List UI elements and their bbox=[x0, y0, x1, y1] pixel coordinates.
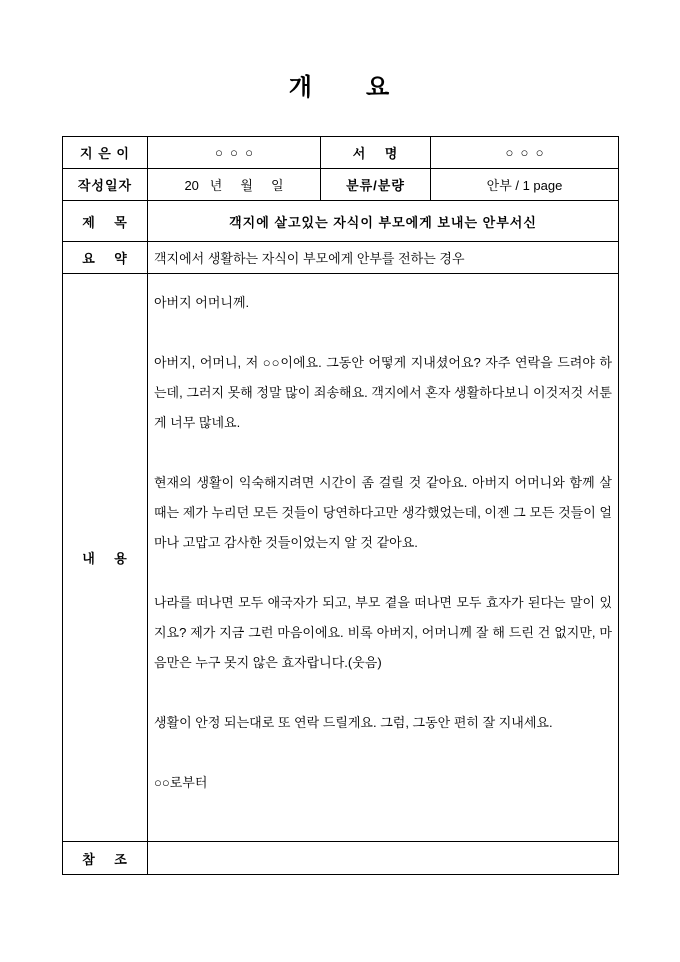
content-paragraph: 생활이 안정 되는대로 또 연락 드릴게요. 그럼, 그동안 편히 잘 지내세요. bbox=[154, 714, 553, 730]
subject-value: 객지에 살고있는 자식이 부모에게 보내는 안부서신 bbox=[148, 201, 619, 242]
content-body bbox=[148, 274, 619, 842]
content-paragraph: 현재의 생활이 익숙해지려면 시간이 좀 걸릴 것 같아요. 아버지 어머니와 함께 살 때는 제가 누리던 모든 것들이 당연하다고만 생각했었는데, 이젠 그 모든 것들이 얼마나 고맙고 감사한 것들이었는지 알 것 같아요. bbox=[154, 474, 612, 550]
table-row-date bbox=[63, 169, 619, 201]
category-label: 분류/분량 bbox=[321, 169, 431, 201]
table-row-author bbox=[63, 137, 619, 169]
content-paragraph: 아버지, 어머니, 저 ○○이에요. 그동안 어떻게 지내셨어요? 자주 연락을 드려야 하는데, 그러지 못해 정말 많이 죄송해요. 객지에서 혼자 생활하다보니 이것저것 서툰 게 너무 많네요. bbox=[154, 354, 612, 430]
table-row-subject bbox=[63, 201, 619, 242]
content-paragraph: 나라를 떠나면 모두 애국자가 되고, 부모 곁을 떠나면 모두 효자가 된다는 말이 있지요? 제가 지금 그런 마음이에요. 비록 아버지, 어머니께 잘 해 드린 건 없지만, 마음만은 누구 못지 않은 효자랍니다.(웃음) bbox=[154, 594, 612, 670]
author-label: 지 은 이 bbox=[63, 137, 148, 169]
reference-value bbox=[148, 842, 619, 875]
content-label: 내 용 bbox=[63, 274, 148, 842]
summary-label: 요 약 bbox=[63, 242, 148, 274]
table-row-content bbox=[63, 274, 619, 842]
author-value: ○ ○ ○ bbox=[148, 137, 321, 169]
overview-table bbox=[62, 136, 619, 875]
book-title-label: 서 명 bbox=[321, 137, 431, 169]
page-title: 개 요 bbox=[288, 74, 392, 101]
book-title-value: ○ ○ ○ bbox=[431, 137, 619, 169]
date-label: 작성일자 bbox=[63, 169, 148, 201]
table-row-reference bbox=[63, 842, 619, 875]
content-paragraph: 아버지 어머니께. bbox=[154, 294, 250, 310]
subject-label: 제 목 bbox=[63, 201, 148, 242]
table-row-summary bbox=[63, 242, 619, 274]
category-value: 안부 / 1 page bbox=[431, 169, 619, 201]
content-paragraph: ○○로부터 bbox=[154, 774, 208, 790]
reference-label: 참 조 bbox=[63, 842, 148, 875]
date-value: 20 년 월 일 bbox=[148, 169, 321, 201]
summary-value: 객지에서 생활하는 자식이 부모에게 안부를 전하는 경우 bbox=[148, 242, 619, 274]
